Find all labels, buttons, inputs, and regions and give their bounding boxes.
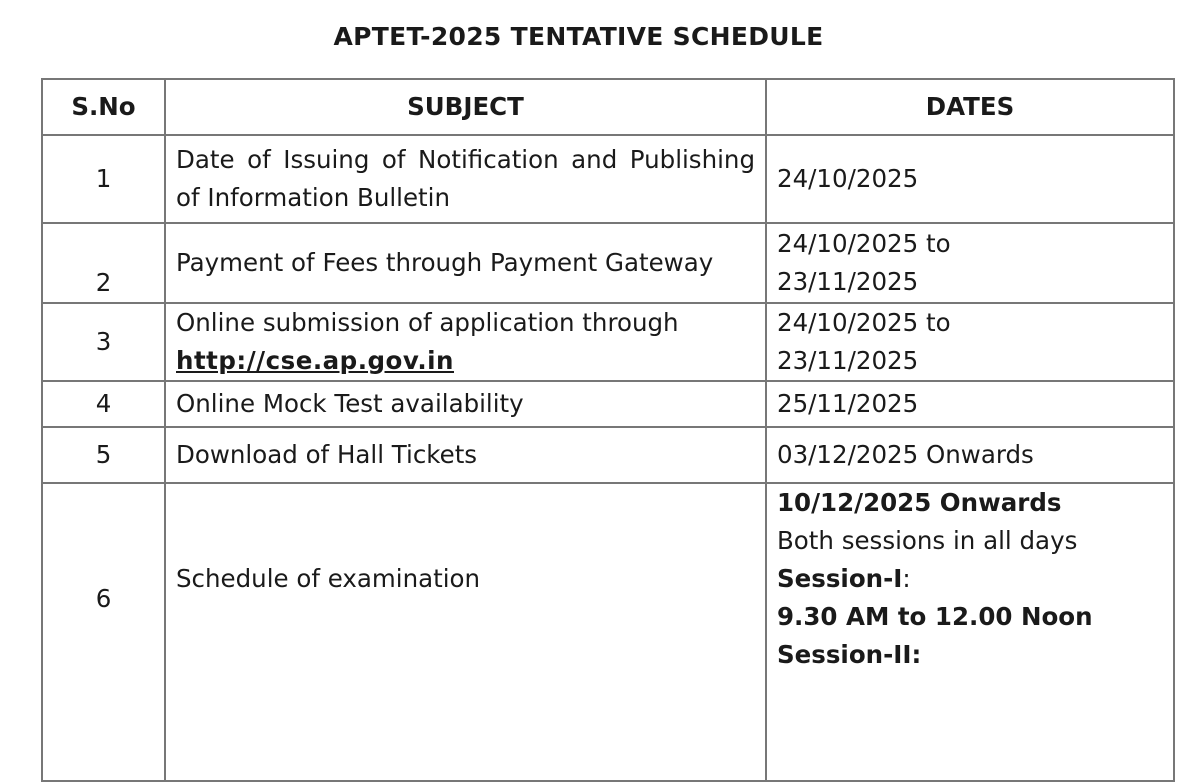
- row-sno: 5: [42, 427, 165, 483]
- row-sno: 3: [42, 303, 165, 381]
- dates-line-start: 24/10/2025 to: [777, 308, 951, 337]
- row-subject: Schedule of examination: [165, 483, 766, 781]
- row-subject: Online Mock Test availability: [165, 381, 766, 427]
- row-sno: 2: [42, 223, 165, 303]
- session-1-time: 9.30 AM to 12.00 Noon: [777, 602, 1093, 631]
- header-subject: SUBJECT: [165, 79, 766, 135]
- schedule-table: [41, 78, 1175, 782]
- row-dates: 24/10/2025: [766, 135, 1174, 223]
- row-subject: Download of Hall Tickets: [165, 427, 766, 483]
- header-sno: S.No: [42, 79, 165, 135]
- row-subject-text: Online submission of application through: [176, 308, 679, 337]
- row-subject: [165, 303, 766, 381]
- session-1-label: Session-I: [777, 564, 903, 593]
- session-1-label-line: [777, 560, 1163, 598]
- table-row: [42, 135, 1174, 223]
- row-sno: 4: [42, 381, 165, 427]
- exam-start-date: 10/12/2025 Onwards: [777, 488, 1062, 517]
- dates-line-start: 24/10/2025 to: [777, 229, 951, 258]
- row-sno: 6: [42, 483, 165, 781]
- dates-line-end: 23/11/2025: [777, 346, 919, 375]
- row-sno: 1: [42, 135, 165, 223]
- table-row: [42, 223, 1174, 303]
- table-row: [42, 303, 1174, 381]
- row-dates: [766, 303, 1174, 381]
- dates-line-end: 23/11/2025: [777, 267, 919, 296]
- table-row: [42, 483, 1174, 781]
- session-1-colon: :: [902, 564, 911, 593]
- row-subject: Payment of Fees through Payment Gateway: [165, 223, 766, 303]
- row-dates: [766, 223, 1174, 303]
- row-subject: Date of Issuing of Notification and Publishing of Information Bulletin: [165, 135, 766, 223]
- row-dates: [766, 483, 1174, 781]
- exam-session-note: Both sessions in all days: [777, 526, 1078, 555]
- page-title: APTET-2025 TENTATIVE SCHEDULE: [333, 22, 824, 51]
- session-2-label: Session-II:: [777, 640, 922, 669]
- table-row: [42, 381, 1174, 427]
- row-dates: 25/11/2025: [766, 381, 1174, 427]
- cse-portal-link[interactable]: http://cse.ap.gov.in: [176, 346, 454, 375]
- header-dates: DATES: [766, 79, 1174, 135]
- row-dates: 03/12/2025 Onwards: [766, 427, 1174, 483]
- table-header-row: [42, 79, 1174, 135]
- table-row: [42, 427, 1174, 483]
